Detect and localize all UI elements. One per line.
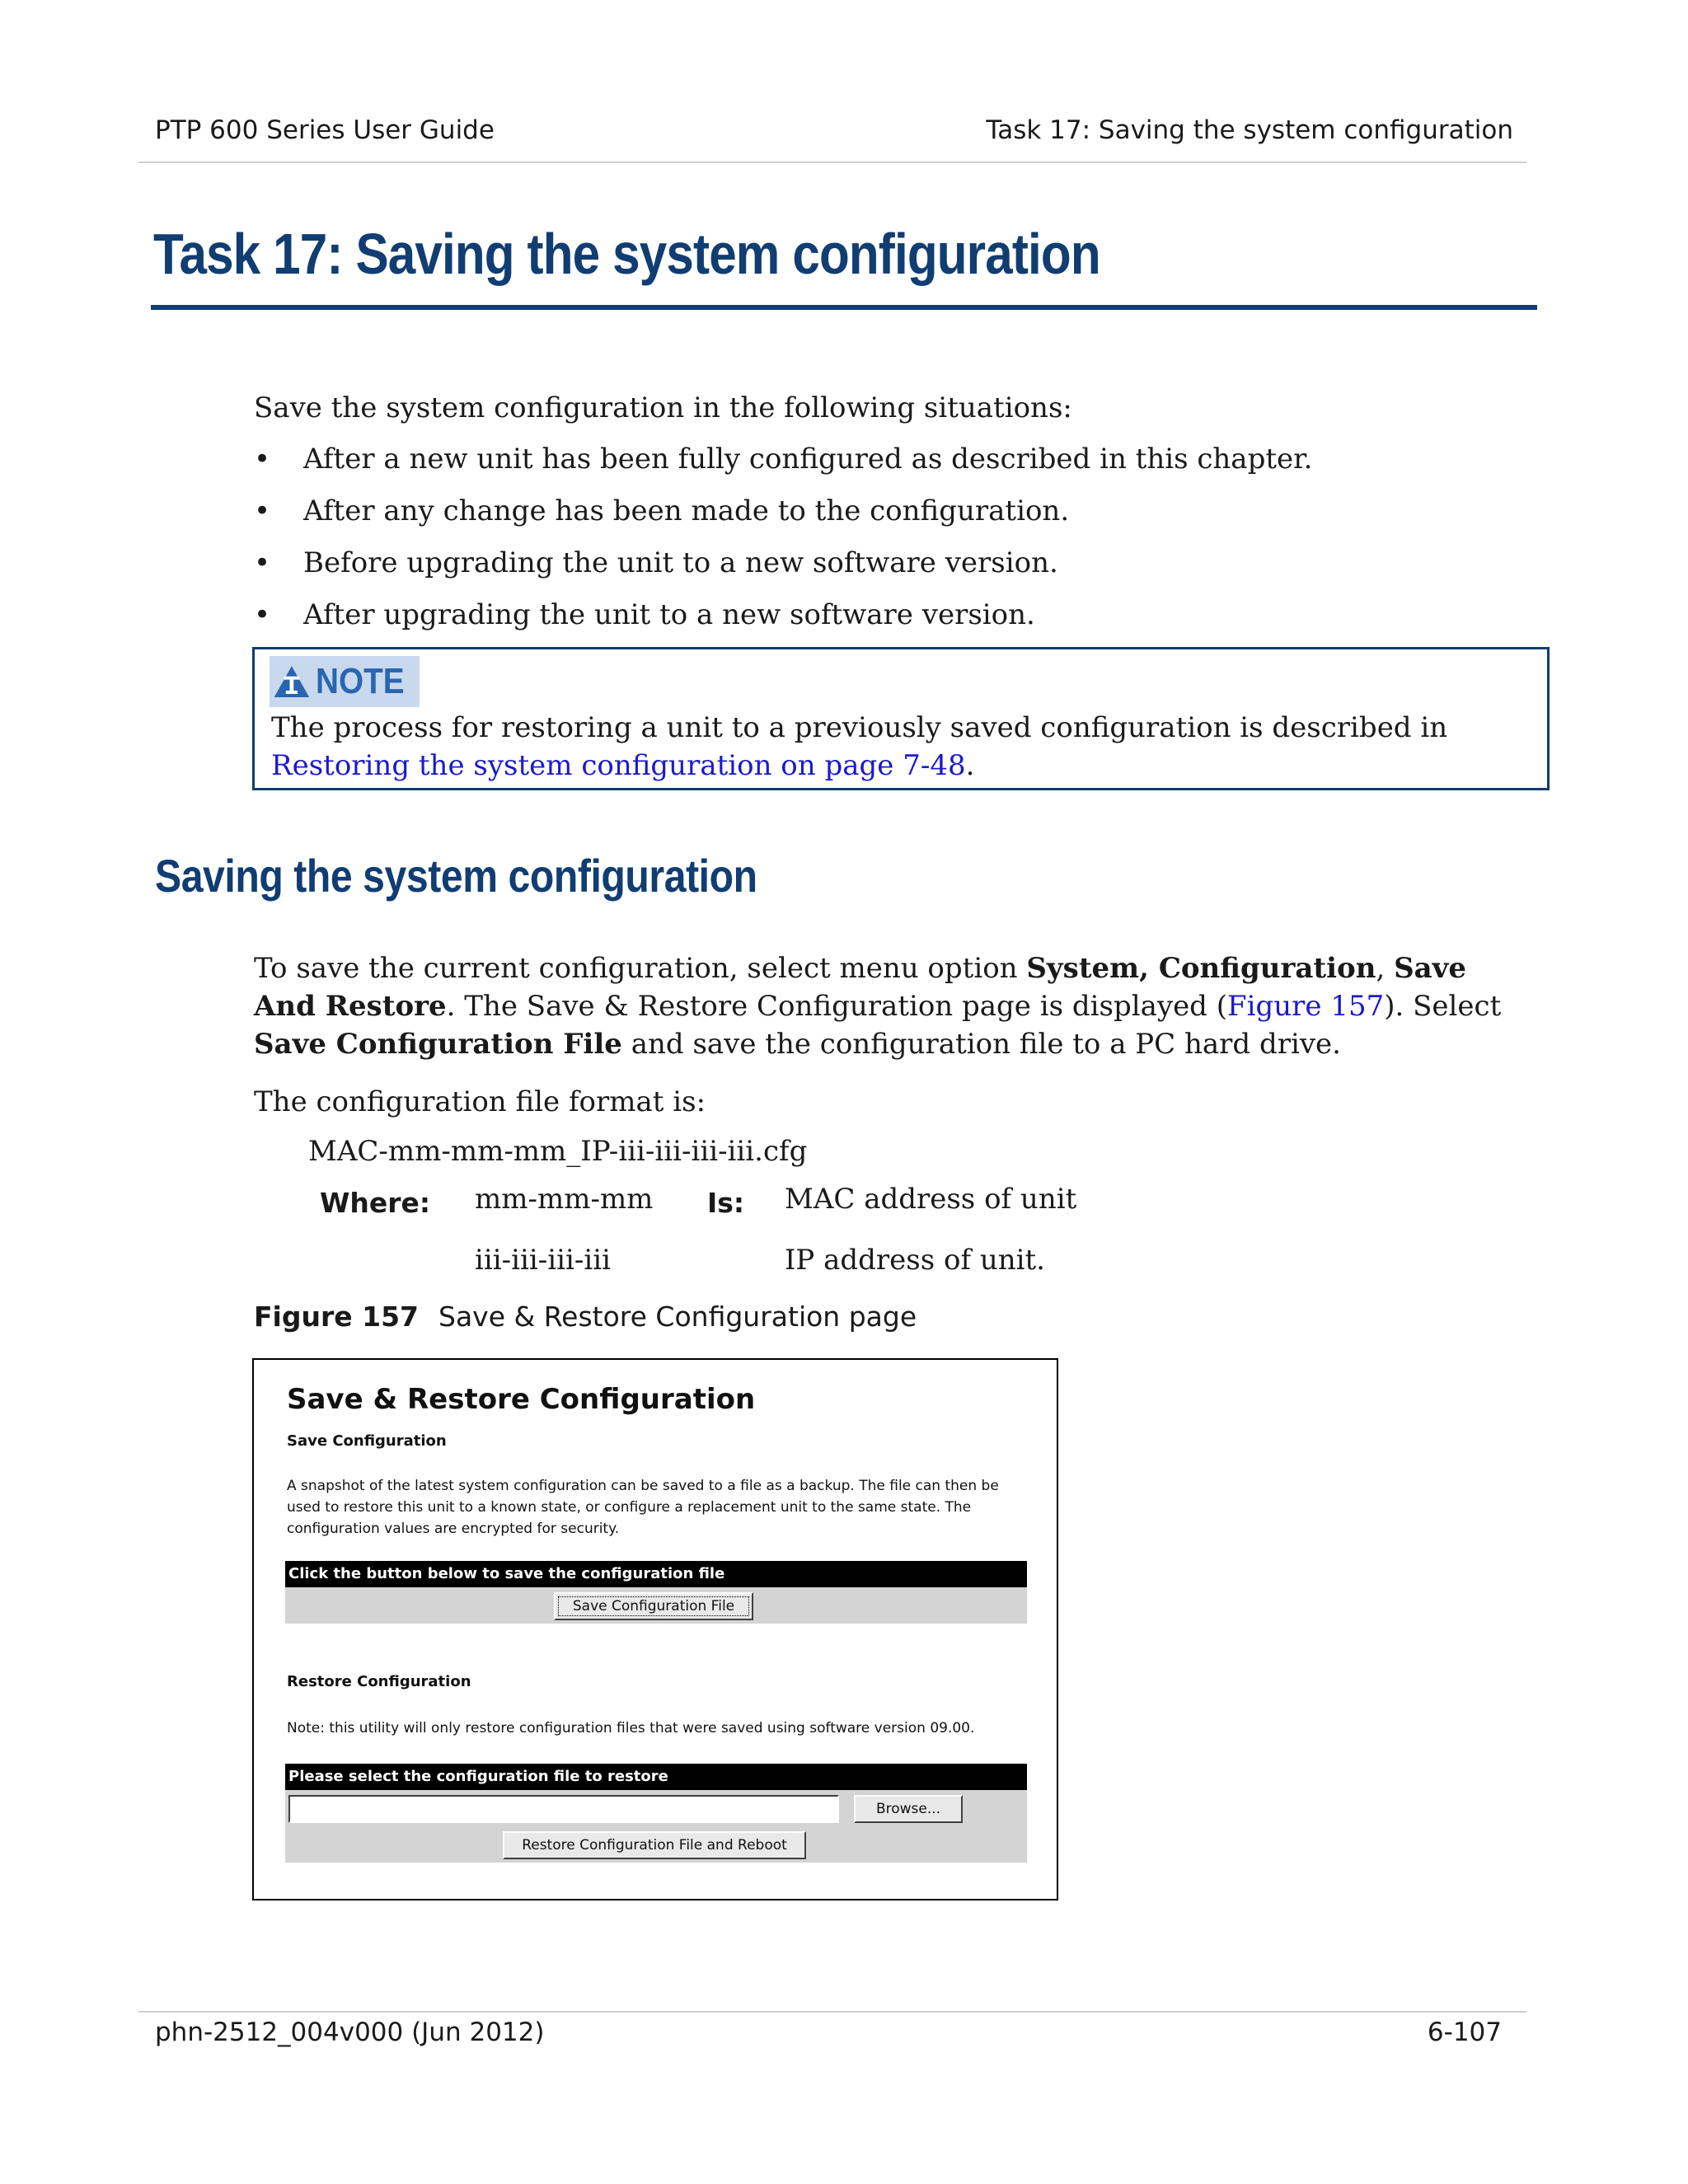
running-header-right: Task 17: Saving the system configuration bbox=[986, 115, 1513, 145]
save-config-heading: Save Configuration bbox=[287, 1432, 447, 1450]
footer-left: phn-2512_004v000 (Jun 2012) bbox=[155, 2018, 545, 2047]
save-bar: Click the button below to save the configuration file bbox=[285, 1561, 1027, 1587]
where-term-mac: mm-mm-mm bbox=[475, 1183, 654, 1216]
page-number: 6-107 bbox=[1427, 2018, 1502, 2047]
where-desc-mac: MAC address of unit bbox=[785, 1183, 1077, 1216]
where-term-ip: iii-iii-iii-iii bbox=[475, 1244, 611, 1277]
format-intro: The configuration file format is: bbox=[254, 1085, 706, 1118]
bold-run: Save Configuration File bbox=[254, 1028, 622, 1061]
bullet-text: After upgrading the unit to a new software version. bbox=[303, 598, 1035, 631]
bold-run: Save And Restore bbox=[254, 952, 1467, 1023]
section-heading: Saving the system configuration bbox=[155, 850, 757, 902]
save-desc-line: used to restore this unit to a known state, or configure a replacement unit to the same state. The bbox=[287, 1499, 972, 1516]
note-box bbox=[252, 647, 1550, 790]
text-run: . The Save & Restore Configuration page is displayed ( bbox=[446, 990, 1228, 1023]
restore-bar: Please select the configuration file to restore bbox=[285, 1764, 1027, 1790]
restore-config-heading: Restore Configuration bbox=[287, 1673, 471, 1690]
text-run: To save the current configuration, select menu option bbox=[254, 952, 1027, 985]
footer-rule bbox=[138, 2011, 1526, 2013]
file-select-row bbox=[285, 1790, 1027, 1826]
note-link[interactable]: Restoring the system configuration on page 7-48 bbox=[271, 749, 966, 782]
intro-lead: Save the system configuration in the following situations: bbox=[254, 391, 1072, 424]
save-desc-line: A snapshot of the latest system configuration can be saved to a file as a backup. The file can then be bbox=[287, 1478, 999, 1494]
figure-caption bbox=[254, 1301, 917, 1333]
screen-title: Save & Restore Configuration bbox=[287, 1383, 756, 1416]
note-end: . bbox=[965, 749, 975, 782]
is-label: Is: bbox=[707, 1187, 745, 1219]
text-run: and save the configuration file to a PC hard drive. bbox=[621, 1028, 1341, 1061]
browse-button[interactable]: Browse... bbox=[854, 1795, 963, 1823]
save-button-row bbox=[285, 1587, 1027, 1624]
bullet-dot: • bbox=[254, 494, 271, 527]
bullet-text: After a new unit has been fully configured as described in this chapter. bbox=[303, 443, 1313, 476]
header-rule bbox=[138, 162, 1526, 163]
restore-and-reboot-button[interactable]: Restore Configuration File and Reboot bbox=[503, 1831, 806, 1859]
bold-run: System, Configuration bbox=[1026, 952, 1376, 985]
figure-caption-text: Save & Restore Configuration page bbox=[438, 1301, 917, 1333]
title-rule bbox=[151, 305, 1537, 310]
config-file-input[interactable] bbox=[288, 1795, 839, 1823]
save-configuration-file-button[interactable]: Save Configuration File bbox=[554, 1592, 753, 1620]
save-config-description bbox=[287, 1475, 1029, 1540]
bullet-dot: • bbox=[254, 598, 271, 631]
figure-label: Figure 157 bbox=[254, 1301, 419, 1333]
restore-button-row bbox=[285, 1826, 1027, 1863]
bullet-text: Before upgrading the unit to a new software version. bbox=[303, 546, 1058, 579]
note-label: NOTE bbox=[315, 661, 405, 701]
note-text: The process for restoring a unit to a previously saved configuration is described in bbox=[271, 711, 1448, 744]
save-desc-line: configuration values are encrypted for security. bbox=[287, 1521, 620, 1537]
note-badge bbox=[270, 656, 420, 707]
bullet-text: After any change has been made to the configuration. bbox=[303, 494, 1070, 527]
note-body bbox=[271, 709, 1532, 785]
bullet-dot: • bbox=[254, 546, 271, 579]
running-header-left: PTP 600 Series User Guide bbox=[155, 115, 495, 145]
where-desc-ip: IP address of unit. bbox=[785, 1244, 1045, 1277]
file-format: MAC-mm-mm-mm_IP-iii-iii-iii-iii.cfg bbox=[308, 1135, 808, 1168]
where-label: Where: bbox=[320, 1187, 431, 1219]
bullet-dot: • bbox=[254, 443, 271, 476]
restore-note: Note: this utility will only restore configuration files that were saved using software version 09.00. bbox=[287, 1720, 975, 1736]
text-run: , bbox=[1376, 952, 1395, 985]
text-run: ). Select bbox=[1384, 990, 1502, 1023]
page-title: Task 17: Saving the system configuration bbox=[153, 222, 1100, 286]
figure-screenshot bbox=[252, 1358, 1058, 1900]
figure-link[interactable]: Figure 157 bbox=[1227, 990, 1385, 1023]
note-warning-icon bbox=[273, 660, 311, 703]
section-paragraph bbox=[254, 949, 1523, 1063]
